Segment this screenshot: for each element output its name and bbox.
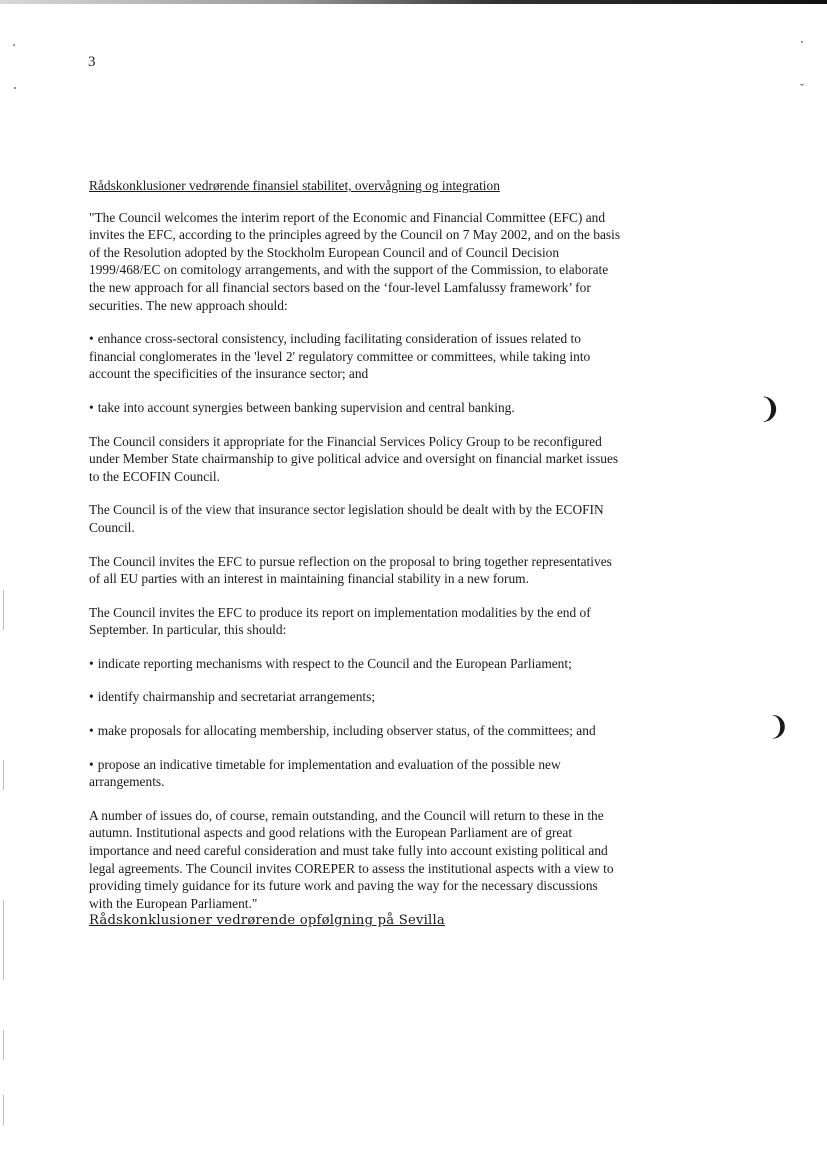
scan-speck: [801, 41, 803, 43]
scan-edge-line: [3, 760, 4, 790]
intro-paragraph: "The Council welcomes the interim report of the Economic and Financial Committee (EFC) and invites the EFC, according to the principles agreed by the Council on 7 May 2002, and on the basis of the Resolution adopted by the Stockholm European Council and of Council Decision 1999/468/EC on comitology arrangements, and with the support of the Commission, to elaborate the new approach for all financial sectors based on the ‘four-level Lamfalussy framework’ for securities. The new approach should:: [89, 209, 621, 313]
scan-speck: [13, 44, 15, 46]
bullet-icon: •: [89, 331, 94, 347]
bullet-text: enhance cross-sectoral consistency, including facilitating consideration of issues related to financial conglomerates in the 'level 2' regulatory committee or committees, while taking into account the specificities of the insurance sector; and: [89, 331, 591, 382]
bullet-icon: •: [89, 399, 94, 415]
page-number: 3: [88, 54, 96, 70]
scan-edge-line: [3, 1030, 4, 1060]
outstanding-paragraph: A number of issues do, of course, remain outstanding, and the Council will return to these in the autumn. Institutional aspects and good relations with the European Parliament are of great importance and need careful consideration and must take fully into account existing political and legal agreements. The Council invites COREPER to assess the institutional aspects with a view to providing timely guidance for its future work and paving the way for the necessary discussions with the European Parliament.": [89, 807, 614, 911]
bullet-text: propose an indicative timetable for implementation and evaluation of the possible new arrangements.: [89, 756, 561, 790]
scan-mark: ˇ: [800, 81, 804, 95]
document-body: [89, 177, 624, 930]
bullet-item: [89, 655, 624, 673]
bullet-icon: •: [89, 723, 94, 739]
insurance-paragraph: The Council is of the view that insurance sector legislation should be dealt with by the ECOFIN Council.: [89, 502, 604, 535]
bullet-item: [89, 330, 624, 383]
bullet-item: [89, 399, 624, 417]
scan-speck: [14, 87, 16, 89]
bullet-icon: •: [89, 756, 94, 772]
bullet-icon: •: [89, 655, 94, 671]
bullet-icon: •: [89, 689, 94, 705]
bullet-text: make proposals for allocating membership, including observer status, of the committees; and: [97, 723, 596, 739]
punch-hole-mark: ❩: [768, 712, 790, 741]
section-heading: Rådskonklusioner vedrørende finansiel stabilitet, overvågning og integration: [89, 178, 500, 193]
bullet-item: [89, 756, 624, 791]
fspg-paragraph: The Council considers it appropriate for the Financial Services Policy Group to be reconfigured under Member State chairmanship to give political advice and oversight on financial market issues to the ECOFIN Council.: [89, 433, 619, 484]
bullet-text: indicate reporting mechanisms with respect to the Council and the European Parliament;: [97, 655, 572, 671]
scan-edge-line: [3, 1095, 4, 1125]
punch-hole-mark: ❩: [758, 394, 782, 425]
scan-edge-line: [3, 590, 4, 630]
report-paragraph: The Council invites the EFC to produce its report on implementation modalities by the end of September. In particular, this should:: [89, 604, 591, 638]
scan-edge-line: [3, 900, 4, 980]
scan-top-rule: [0, 0, 827, 4]
bullet-text: take into account synergies between banking supervision and central banking.: [97, 399, 515, 415]
bullet-item: [89, 722, 624, 740]
section-heading-sevilla: Rådskonklusioner vedrørende opfølgning på Sevilla: [89, 913, 445, 929]
forum-paragraph: The Council invites the EFC to pursue reflection on the proposal to bring together representatives of all EU parties with an interest in maintaining financial stability in a new forum.: [89, 553, 612, 587]
bullet-text: identify chairmanship and secretariat arrangements;: [97, 689, 376, 705]
bullet-item: [89, 688, 624, 706]
